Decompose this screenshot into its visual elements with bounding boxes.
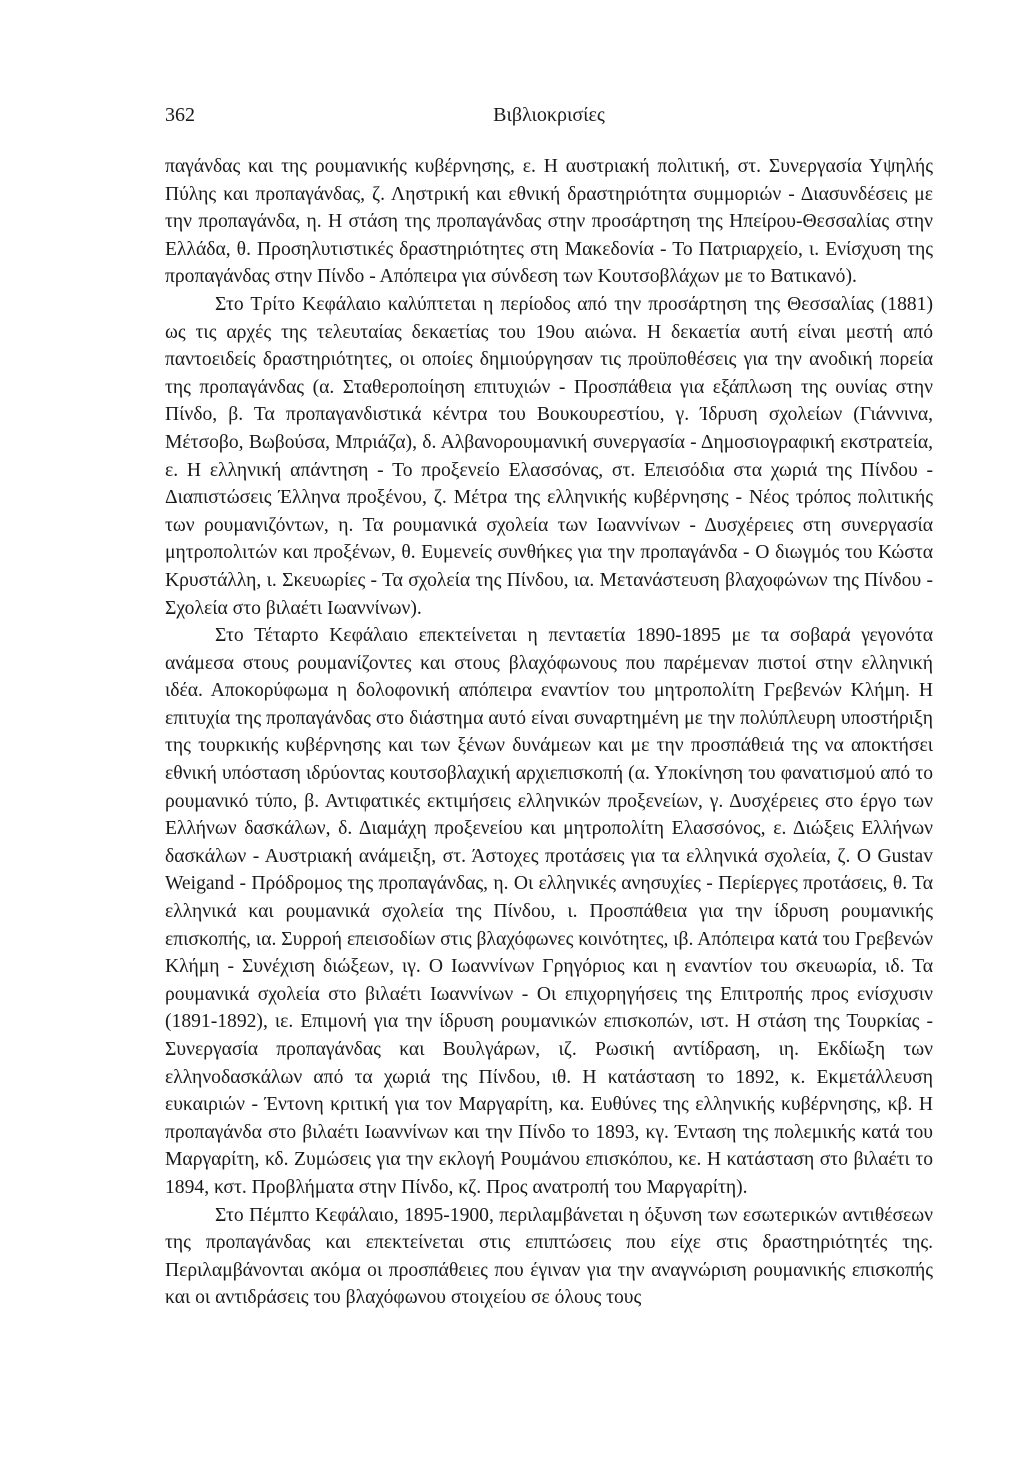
page-header <box>165 100 933 130</box>
paragraph-continuation: παγάνδας και της ρουμανικής κυβέρνησης, ε. Η αυστριακή πολιτική, στ. Συνεργασία Υψηλής Πύλης και προπαγάνδας, ζ. Ληστρική και εθνική δραστηριότητα συμμοριών - Διασυνδέσεις με την προπαγάνδα, η. Η στάση της προπαγάνδας στην προσάρτηση της Ηπείρου-Θεσσαλίας στην Ελλάδα, θ. Προσηλυτιστικές δραστηριότητες στη Μακεδονία - Το Πατριαρχείο, ι. Ενίσχυση της προπαγάνδας στην Πίνδο - Απόπειρα για σύνδεση των Κουτσοβλάχων με το Βατικανό). <box>165 156 933 288</box>
page-number: 362 <box>165 104 195 126</box>
paragraph-third-chapter: Στο Τρίτο Κεφάλαιο καλύπτεται η περίοδος από την προσάρτηση της Θεσσαλίας (1881) ως τις αρχές της τελευταίας δεκαετίας του 19ου αιώνα. Η δεκαετία αυτή είναι μεστή από παντοειδείς δραστηριότητες, οι οποίες δημιούργησαν τις προϋποθέσεις για την ανοδική πορεία της προπαγάνδας (α. Σταθεροποίηση επιτυχιών - Προσπάθεια για εξάπλωση της ουνίας στην Πίνδο, β. Τα προπαγανδιστικά κέντρα του Βουκουρεστίου, γ. Ίδρυση σχολείων (Γιάννινα, Μέτσοβο, Βωβούσα, Μπριάζα), δ. Αλβανορουμανική συνεργασία - Δημοσιογραφική εκστρατεία, ε. Η ελληνική απάντηση - Το προξενείο Ελασσόνας, στ. Επεισόδια στα χωριά της Πίνδου - Διαπιστώσεις Έλληνα προξένου, ζ. Μέτρα της ελληνικής κυβέρνησης - Νέος τρόπος πολιτικής των ρουμανιζόντων, η. Τα ρουμανικά σχολεία των Ιωαννίνων - Δυσχέρειες στη συνεργασία μητροπολιτών και προξένων, θ. Ευμενείς συνθήκες για την προπαγάνδα - Ο διωγμός του Κώστα Κρυστάλλη, ι. Σκευωρίες - Τα σχολεία της Πίνδου, ια. Μετανάστευση βλαχοφώνων της Πίνδου - Σχολεία στο βιλαέτι Ιωαννίνων). <box>165 293 933 619</box>
running-title: Βιβλιοκρισίες <box>493 104 605 126</box>
body-text <box>165 153 933 1312</box>
paragraph-fifth-chapter: Στο Πέμπτο Κεφάλαιο, 1895-1900, περιλαμβάνεται η όξυνση των εσωτερικών αντιθέσεων της προπαγάνδας και επεκτείνεται στις επιπτώσεις που είχε στις δραστηριότητές της. Περιλαμβάνονται ακόμα οι προσπάθειες που έγιναν για την αναγνώριση ρουμανικής επισκοπής και οι αντιδράσεις του βλαχόφωνου στοιχείου σε όλους τους <box>165 1204 933 1309</box>
paragraph-fourth-chapter: Στο Τέταρτο Κεφάλαιο επεκτείνεται η πενταετία 1890-1895 με τα σοβαρά γεγονότα ανάμεσα στους ρουμανίζοντες και στους βλαχόφωνους που παρέμεναν πιστοί στην ελληνική ιδέα. Αποκορύφωμα η δολοφονική απόπειρα εναντίον του μητροπολίτη Γρεβενών Κλήμη. Η επιτυχία της προπαγάνδας στο διάστημα αυτό είναι συναρτημένη με την πολύπλευρη υποστήριξη της τουρκικής κυβέρνησης και των ξένων δυνάμεων και με την προσπάθειά της να αποκτήσει εθνική υπόσταση ιδρύοντας κουτσοβλαχική αρχιεπισκοπή (α. Υποκίνηση του φανατισμού από το ρουμανικό τύπο, β. Αντιφατικές εκτιμήσεις ελληνικών προξενείων, γ. Δυσχέρειες στο έργο των Ελλήνων δασκάλων, δ. Διαμάχη προξενείου και μητροπολίτη Ελασσόνος, ε. Διώξεις Ελλήνων δασκάλων - Αυστριακή ανάμειξη, στ. Άστοχες προτάσεις για τα ελληνικά σχολεία, ζ. Ο Gustav Weigand - Πρόδρομος της προπαγάνδας, η. Οι ελληνικές ανησυχίες - Περίεργες προτάσεις, θ. Τα ελληνικά και ρουμανικά σχολεία της Πίνδου, ι. Προσπάθεια για την ίδρυση ρουμανικής επισκοπής, ια. Συρροή επεισοδίων στις βλαχόφωνες κοινότητες, ιβ. Απόπειρα κατά του Γρεβενών Κλήμη - Συνέχιση διώξεων, ιγ. Ο Ιωαννίνων Γρηγόριος και η εναντίον του σκευωρία, ιδ. Τα ρουμανικά σχολεία στο βιλαέτι Ιωαννίνων - Οι επιχορηγήσεις της Επιτροπής προς ενίσχυσιν (1891-1892), ιε. Επιμονή για την ίδρυση ρουμανικών επισκοπών, ιστ. Η στάση της Τουρκίας - Συνεργασία προπαγάνδας και Βουλγάρων, ιζ. Ρωσική αντίδραση, ιη. Εκδίωξη των ελληνοδασκάλων από τα χωριά της Πίνδου, ιθ. Η κατάσταση το 1892, κ. Εκμετάλλευση ευκαιριών - Έντονη κριτική για τον Μαργαρίτη, κα. Ευθύνες της ελληνικής κυβέρνησης, κβ. Η προπαγάνδα στο βιλαέτι Ιωαννίνων και την Πίνδο το 1893, κγ. Ένταση της πολεμικής κατά του Μαργαρίτη, κδ. Ζυμώσεις για την εκλογή Ρουμάνου επισκόπου, κε. Η κατάσταση στο βιλαέτι το 1894, κστ. Προβλήματα στην Πίνδο, κζ. Προς ανατροπή του Μαργαρίτη). <box>165 625 933 1198</box>
